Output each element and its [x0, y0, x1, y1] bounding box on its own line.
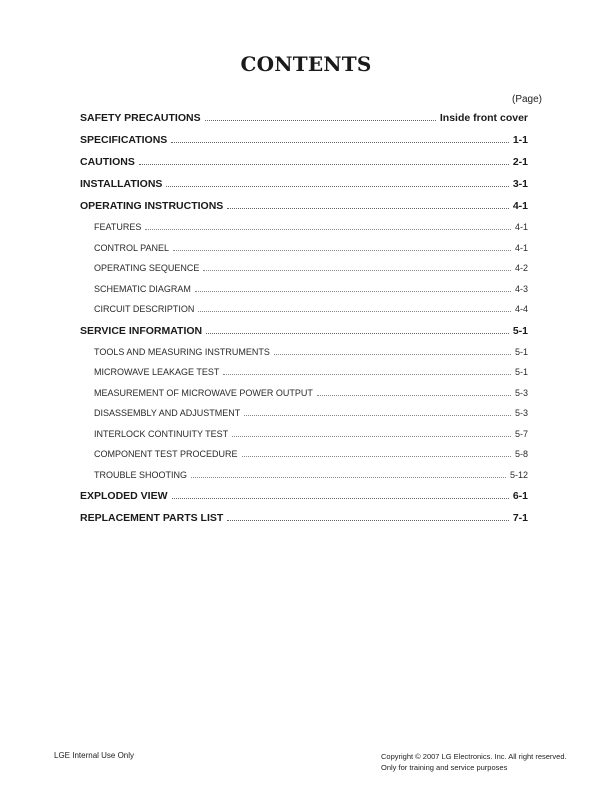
dot-leader: [166, 185, 508, 187]
dot-leader: [191, 476, 506, 478]
toc-entry-label: REPLACEMENT PARTS LIST: [80, 512, 224, 524]
toc-entry-page: 3-1: [512, 178, 528, 190]
page-column-label: (Page): [511, 94, 542, 105]
toc-entry-label: FEATURES: [94, 222, 142, 232]
toc-section-entry: [80, 129, 528, 151]
toc-entry-label: OPERATING SEQUENCE: [94, 263, 200, 273]
toc-subsection-entry: [80, 465, 528, 486]
dot-leader: [223, 373, 511, 375]
toc-entry-page: 1-1: [512, 134, 528, 146]
toc-entry-page: 5-7: [514, 428, 528, 439]
toc-entry-label: CIRCUIT DESCRIPTION: [94, 304, 195, 314]
footer-usage-note: Only for training and service purposes: [381, 763, 508, 772]
toc-section-entry: [80, 507, 528, 529]
footer-internal-use: LGE Internal Use Only: [54, 751, 135, 760]
toc-entry-page: 5-1: [514, 346, 528, 357]
toc-subsection-entry: [80, 383, 528, 404]
dot-leader: [203, 269, 511, 271]
dot-leader: [171, 141, 509, 143]
toc-entry-page: 4-1: [514, 222, 528, 232]
toc-entry-label: DISASSEMBLY AND ADJUSTMENT: [94, 408, 241, 418]
toc-subsection-entry: [80, 299, 528, 320]
toc-entry-label: SERVICE INFORMATION: [80, 324, 203, 337]
dot-leader: [242, 455, 511, 457]
toc-entry-label: OPERATING INSTRUCTIONS: [80, 200, 224, 212]
dot-leader: [198, 310, 511, 312]
toc-section-entry: [80, 485, 528, 507]
toc-entry-page: 4-1: [512, 200, 528, 212]
footer-copyright-block: [381, 751, 567, 773]
toc-entry-page: 5-1: [514, 367, 528, 377]
toc-entry-label: INTERLOCK CONTINUITY TEST: [94, 428, 229, 439]
toc-entry-label: CONTROL PANEL: [94, 242, 170, 253]
toc-entry-label: INSTALLATIONS: [80, 178, 163, 190]
toc-entry-page: 5-12: [509, 469, 528, 480]
dot-leader: [232, 435, 511, 437]
dot-leader: [274, 353, 511, 355]
toc-subsection-entry: [80, 403, 528, 424]
toc-entry-label: EXPLODED VIEW: [80, 490, 168, 502]
toc-section-entry: [80, 320, 528, 342]
dot-leader: [172, 497, 509, 499]
toc-subsection-entry: [80, 217, 528, 238]
toc-entry-label: TOOLS AND MEASURING INSTRUMENTS: [94, 346, 270, 357]
toc-entry-label: SPECIFICATIONS: [80, 134, 168, 146]
toc-section-entry: [80, 195, 528, 217]
dot-leader: [317, 394, 511, 396]
toc-subsection-entry: [80, 362, 528, 383]
toc-entry-page: 4-3: [514, 283, 528, 294]
dot-leader: [244, 414, 511, 416]
toc-subsection-entry: [80, 279, 528, 300]
dot-leader: [173, 249, 511, 251]
toc-entry-page: 5-3: [514, 387, 528, 398]
toc-entry-label: SCHEMATIC DIAGRAM: [94, 283, 191, 294]
table-of-contents: [80, 107, 528, 529]
toc-entry-page: 6-1: [512, 490, 528, 502]
dot-leader: [205, 119, 436, 121]
toc-entry-page: 4-2: [514, 263, 528, 273]
toc-entry-page: 5-1: [512, 324, 528, 337]
dot-leader: [227, 207, 509, 209]
footer-copyright: Copyright © 2007 LG Electronics. Inc. All right reserved.: [381, 752, 567, 761]
toc-subsection-entry: [80, 258, 528, 279]
dot-leader: [145, 228, 511, 230]
toc-entry-page: 2-1: [512, 156, 528, 168]
toc-entry-page: 5-8: [514, 449, 528, 459]
dot-leader: [206, 332, 509, 334]
toc-entry-label: MEASUREMENT OF MICROWAVE POWER OUTPUT: [94, 387, 313, 398]
toc-entry-page: 5-3: [514, 408, 528, 418]
toc-entry-label: CAUTIONS: [80, 156, 135, 168]
toc-subsection-entry: [80, 444, 528, 465]
toc-entry-page: 7-1: [512, 512, 528, 524]
toc-entry-label: MICROWAVE LEAKAGE TEST: [94, 367, 220, 377]
page-title: CONTENTS: [240, 52, 372, 76]
toc-section-entry: [80, 173, 528, 195]
dot-leader: [227, 519, 509, 521]
toc-section-entry: [80, 107, 528, 129]
toc-entry-page: 4-1: [514, 242, 528, 253]
toc-entry-label: COMPONENT TEST PROCEDURE: [94, 449, 238, 459]
toc-subsection-entry: [80, 238, 528, 259]
toc-entry-page: 4-4: [514, 304, 528, 314]
toc-entry-page: Inside front cover: [439, 112, 528, 124]
toc-entry-label: SAFETY PRECAUTIONS: [80, 112, 201, 124]
dot-leader: [139, 163, 509, 165]
dot-leader: [195, 290, 511, 292]
toc-entry-label: TROUBLE SHOOTING: [94, 469, 188, 480]
toc-section-entry: [80, 151, 528, 173]
toc-subsection-entry: [80, 342, 528, 363]
toc-subsection-entry: [80, 424, 528, 445]
